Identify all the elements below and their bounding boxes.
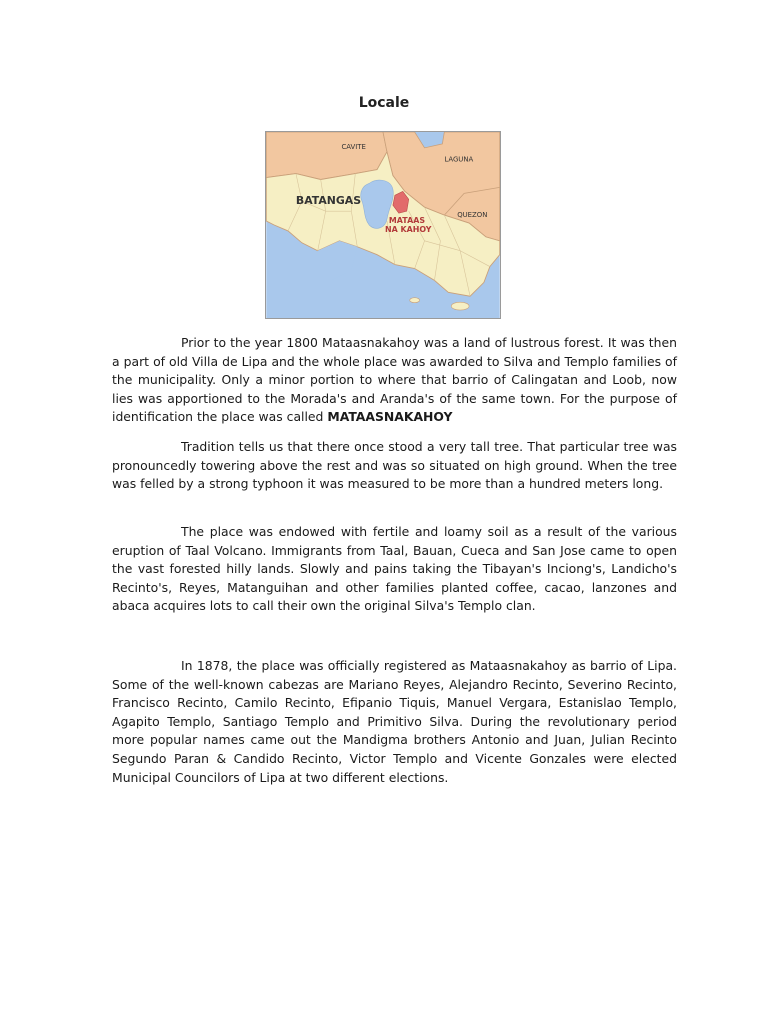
label-cavite: CAVITE	[341, 142, 366, 151]
island-1	[451, 302, 469, 310]
paragraph-1-bold: MATAASNAKAHOY	[327, 409, 453, 425]
label-quezon: QUEZON	[457, 211, 488, 220]
locator-map-svg	[266, 132, 500, 318]
label-batangas: BATANGAS	[295, 194, 362, 208]
label-laguna: LAGUNA	[444, 155, 474, 164]
paragraph-4: In 1878, the place was officially registered as Mataasnakahoy as barrio of Lipa. Some of the well-known cabezas are Mariano Reyes, Alejandro Recinto, Severino Recinto, Francisco Recinto, Camilo Recinto, Efipanio Tiquis, Manuel Vergara, Estanislao Templo, Agapito Templo, Santiago Templo and Primitivo Silva. During the revolutionary period more popular names came out the Mandigma brothers Antonio and Juan, Julian Recinto Segundo Paran & Candido Recinto, Victor Templo and Vicente Gonzales were elected Municipal Councilors of Lipa at two different elections.	[112, 658, 677, 785]
paragraph-1-text: Prior to the year 1800 Mataasnakahoy was a land of lustrous forest. It was then a part of old Villa de Lipa and the whole place was awarded to Silva and Templo families of the municipality. Only a minor portion to where that barrio of Calingatan and Loob, now lies was apportioned to the Morada's and Aranda's of the same town. For the purpose of identification the place was called	[112, 335, 677, 425]
paragraph-3: The place was endowed with fertile and loamy soil as a result of the various eruption of Taal Volcano. Immigrants from Taal, Bauan, Cueca and San Jose came to open the vast forested hilly lands. Slowly and pains taking the Tibayan's Inciong's, Landicho's Recinto's, Reyes, Matanguihan and other families planted coffee, cacao, lanzones and abaca acquires lots to call their own the original Silva's Templo clan.	[112, 524, 677, 614]
paragraph-1	[112, 334, 677, 427]
locator-map	[265, 131, 501, 319]
label-mataas-line1: MATAAS	[388, 216, 426, 226]
label-mataas-line2: NA KAHOY	[384, 224, 432, 234]
island-2	[410, 298, 420, 303]
page-title: Locale	[358, 95, 410, 111]
paragraph-2: Tradition tells us that there once stood a very tall tree. That particular tree was pronouncedly towering above the rest and was so situated on high ground. When the tree was felled by a strong typhoon it was measured to be more than a hundred meters long.	[112, 439, 677, 492]
